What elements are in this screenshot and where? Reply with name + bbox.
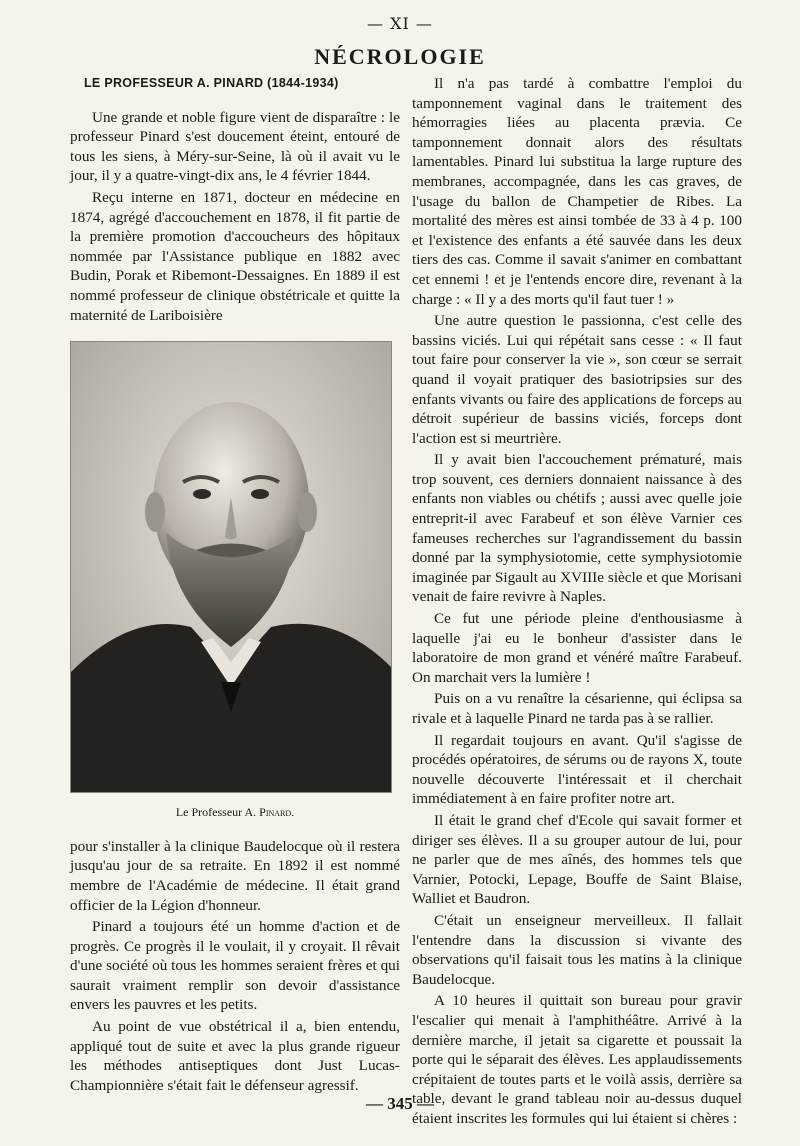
paragraph: Une autre question le passionna, c'est celle des bassins viciés. Lui qui répétait sans cesse : « Il faut tout faire pour conserver la vie », son cœur se serrait quand il voyait pratiquer des basiotripsies sur des enfants vivants ou faire des applications de forceps au détroit supérieur de bassins viciés, forceps dont l'action est si meurtrière. (412, 312, 742, 447)
paragraph: C'était un enseigneur merveilleux. Il fallait l'entendre dans la discussion si vivante des observations qu'il faisait tous les matins à la clinique Baudelocque. (412, 911, 742, 988)
portrait-ear-left (145, 492, 165, 532)
paragraph: Une grande et noble figure vient de disparaître : le professeur Pinard s'est doucement éteint, entouré de tous les siens, à Méry-sur-Seine, là où il avait vu le jour, il y a quatre-vingt-dix ans, le 4 février 1844. (70, 108, 400, 185)
portrait-ear-right (297, 492, 317, 532)
section-title: NÉCROLOGIE (314, 44, 486, 69)
paragraph: A 10 heures il quittait son bureau pour gravir l'escalier qui menait à l'amphithéâtre. Arrivé à la dernière marche, il jetait sa cigarette et poussait la porte qui le séparait des élèves. Les applaudissements crépitaient de toutes parts et le voilà assis, derrière sa table, devant le grand tableau noir au-dessus duquel étaient inscrites les formules qui lui étaient si chères : (412, 992, 742, 1127)
portrait-caption: Le Professeur A. Pinard. (175, 805, 295, 820)
paragraph: Puis on a vu renaître la césarienne, qui éclipsa sa rivale et à laquelle Pinard ne tarda pas à se rallier. (412, 690, 742, 727)
portrait-image (71, 342, 391, 792)
article-heading: LE PROFESSEUR A. PINARD (1844-1934) (84, 76, 339, 90)
paragraph: Il était le grand chef d'Ecole qui savait former et diriger ses élèves. Il a su grouper autour de lui, pour ne parler que de mes aînés, des hommes tels que Varnier, Potocki, Lepage, Bouffe de Saint Blaise, Walliet et Baudron. (412, 811, 742, 908)
portrait-eye-right (251, 489, 269, 499)
paragraph: Il y avait bien l'accouchement prématuré, mais trop souvent, ces derniers donnaient naissance à des enfants non viables ou chétifs ; aussi avec quelle joie entreprit-il avec Farabeuf et son élève Varnier ces fameuses recherches sur l'agrandissement du bassin donné par la symphysiotomie, cette symphysiotomie imaginée par Sigault au XVIIIe siècle et que Morisani venait de faire revivre à Naples. (412, 451, 742, 606)
top-page-marker: — XI — (367, 14, 433, 33)
portrait-eye-left (193, 489, 211, 499)
paragraph: Pinard a toujours été un homme d'action et de progrès. Ce progrès il le voulait, il y croyait. Il rêvait d'une société où tous les hommes seraient frères et qui saurait vraiment remplir son devoir d'assistance envers les pauvres et les petits. (70, 918, 400, 1014)
right-column (412, 74, 742, 1128)
paragraph: Il n'a pas tardé à combattre l'emploi du tamponnement vaginal dans le traitement des hémorragies liées au placenta prævia. Ce tamponnement donnait alors des résultats lamentables. Pinard lui substitua la large rupture des membranes, accompagnée, dans les cas graves, de l'usage du ballon de Champetier de Ribes. La mortalité des mères est ainsi tombée de 33 à 4 p. 100 et l'existence des enfants a été sauvée dans les deux tiers des cas. Comme il savait s'animer en combattant cet ennemi ! et je l'entends encore dire, revenant à la charge : « Il y a des morts qu'il faut tuer ! » (412, 75, 742, 308)
portrait-photo (70, 341, 392, 793)
left-column (70, 74, 400, 1095)
page-number: — 345 — (366, 1094, 434, 1113)
paragraph: Au point de vue obstétrical il a, bien entendu, appliqué tout de suite et avec la plus grande rigueur les méthodes antiseptiques dont Just Lucas-Championnière s'était fait le défenseur agressif. (70, 1018, 400, 1094)
paragraph: pour s'installer à la clinique Baudelocque où il restera jusqu'au jour de sa retraite. En 1892 il est nommé membre de l'Académie de médecine. Il était grand officier de la Légion d'honneur. (70, 837, 400, 914)
paragraph: Ce fut une période pleine d'enthousiasme à laquelle j'ai eu le bonheur d'assister dans le laboratoire de mon grand et vénéré maître Farabeuf. On marchait vers la lumière ! (412, 610, 742, 686)
paragraph: Reçu interne en 1871, docteur en médecine en 1874, agrégé d'accouchement en 1878, il fit partie de la première promotion d'accoucheurs des hôpitaux nommée par l'Assistance publique en 1882 avec Budin, Porak et Ribemont-Dessaignes. En 1889 il est nommé professeur de clinique obstétricale et quitte la maternité de Lariboisière (70, 188, 400, 324)
paragraph: Il regardait toujours en avant. Qu'il s'agisse de procédés opératoires, de sérums ou de rayons X, toute nouvelle découverte l'intéressait et il cherchait immédiatement à en faire profiter notre art. (412, 731, 742, 808)
